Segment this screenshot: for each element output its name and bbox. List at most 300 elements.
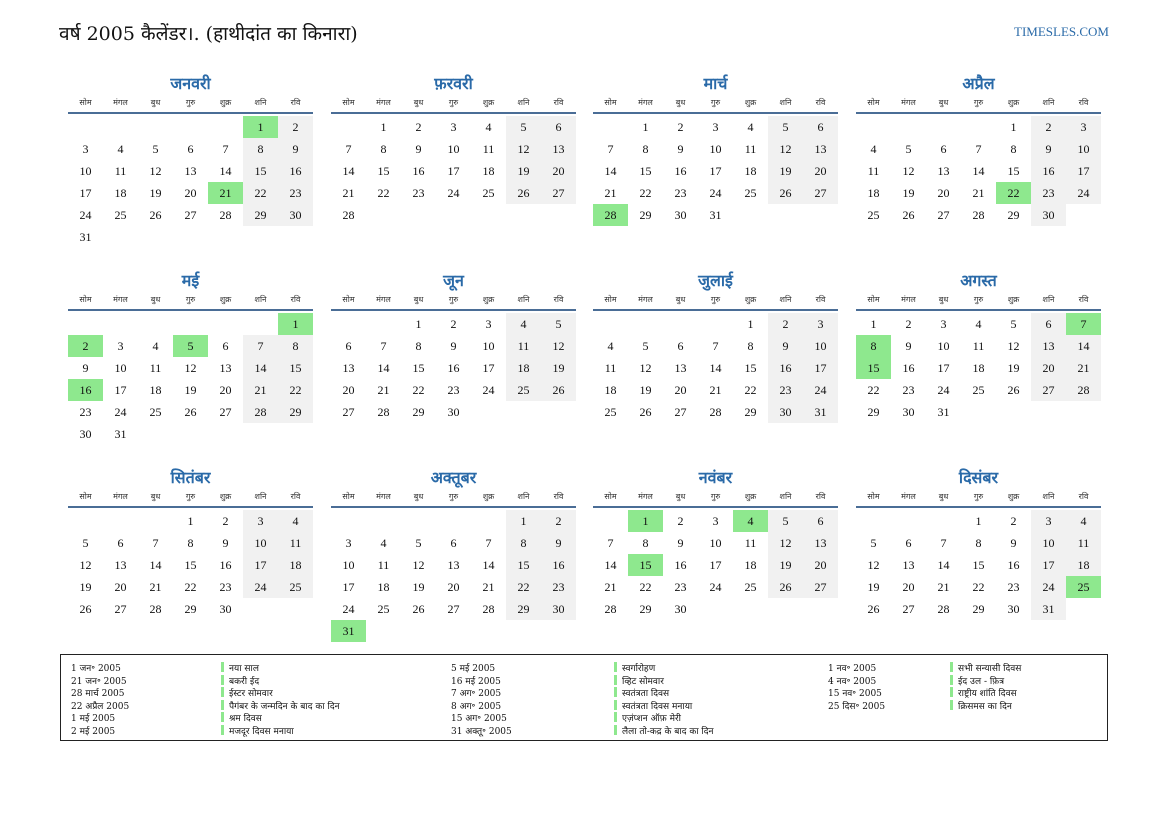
holiday-marker [221,687,224,697]
day-cell: 19 [902,186,915,200]
holiday-name: स्वतंत्रता दिवस मनाया [622,701,693,712]
day-cell: 31 [709,208,722,222]
day-cell: 5 [1010,317,1017,331]
day-cell: 5 [768,510,803,532]
day-cell: 6 [1031,313,1066,335]
day-cell: 27 [937,208,950,222]
weekday-label: रवि [1078,295,1089,304]
day-cell: 27 [541,182,576,204]
day-cell: 12 [506,138,541,160]
day-cell: 27 [803,576,838,598]
day-cell: 15 [377,164,390,178]
day-cell: 13 [541,138,576,160]
day-cell: 16 [278,160,313,182]
day-cell: 15 [278,357,313,379]
holiday-name: ईद उल - फ़ित्र [958,676,1005,687]
day-cell: 25 [1066,576,1101,598]
day-cell: 17 [937,361,950,375]
day-cell: 22 [184,580,197,594]
day-cell: 3 [243,510,278,532]
day-cell: 20 [219,383,232,397]
day-cell: 26 [768,182,803,204]
day-cell: 16 [1007,558,1020,572]
page-title: वर्ष 2005 कैलेंडर।. (हाथीदांत का किनारा) [59,23,358,45]
day-cell: 9 [677,536,684,550]
day-cell: 25 [604,405,617,419]
day-cell: 4 [152,339,159,353]
day-cell: 4 [117,142,124,156]
day-cell: 2 [278,116,313,138]
day-cell: 23 [674,186,687,200]
day-cell: 26 [1007,383,1020,397]
day-cell: 23 [674,580,687,594]
holiday-name: सभी सन्यासी दिवस [958,664,1022,674]
day-cell: 1 [870,317,877,331]
day-cell: 22 [996,182,1031,204]
weekday-label: सोम [604,492,617,501]
day-cell: 14 [219,164,232,178]
day-cell: 18 [278,554,313,576]
day-cell: 27 [902,602,915,616]
day-cell: 26 [902,208,915,222]
holiday-marker [221,675,224,685]
day-cell: 9 [222,536,229,550]
day-cell: 27 [674,405,687,419]
weekday-label: सोम [867,295,880,304]
day-cell: 28 [709,405,722,419]
day-cell: 16 [768,357,803,379]
day-cell: 25 [867,208,880,222]
holiday-marker [950,662,953,672]
day-cell: 23 [1031,182,1066,204]
weekday-label: शुक्र [744,295,757,304]
weekday-label: गुरु [710,492,721,501]
day-cell: 21 [709,383,722,397]
day-cell: 13 [219,361,232,375]
month-name: जुलाई [698,271,733,290]
month-block [68,466,313,656]
weekday-label: गुरु [185,295,196,304]
weekday-label: रवि [1078,98,1089,107]
day-cell: 30 [674,602,687,616]
holiday-name: लैला तो-कद्र के बाद का दिन [622,726,714,737]
day-cell: 29 [744,405,757,419]
weekday-label: मंगल [638,492,653,501]
month-block [68,269,313,459]
day-cell: 3 [450,120,457,134]
day-cell: 8 [187,536,194,550]
day-cell: 7 [940,536,947,550]
day-cell: 24 [342,602,355,616]
weekday-header [856,294,1101,308]
weekday-header [68,294,313,308]
day-cell: 1 [628,510,663,532]
weekday-label: गुरु [710,98,721,107]
weekday-label: बुध [938,98,949,107]
day-cell: 9 [1010,536,1017,550]
month-block [593,466,838,656]
weekday-label: सोम [342,98,355,107]
weekday-header [593,294,838,308]
site-link[interactable]: TIMESLES.COM [1014,24,1109,39]
day-cell: 28 [342,208,355,222]
day-cell: 24 [243,576,278,598]
day-cell: 16 [1031,160,1066,182]
day-cell: 12 [541,335,576,357]
month-name: नवंबर [698,468,733,487]
day-cell: 25 [744,186,757,200]
day-cell: 10 [482,339,495,353]
day-cell: 19 [768,554,803,576]
day-cell: 27 [447,602,460,616]
day-cell: 31 [803,401,838,423]
day-cell: 1 [642,120,649,134]
day-cell: 18 [744,558,757,572]
day-cell: 10 [709,536,722,550]
day-cell: 18 [867,186,880,200]
day-cell: 3 [1031,510,1066,532]
day-cell: 26 [149,208,162,222]
day-cell: 4 [975,317,982,331]
day-cell: 7 [485,536,492,550]
day-cell: 10 [937,339,950,353]
day-cell: 4 [380,536,387,550]
day-cell: 8 [278,335,313,357]
day-cell: 2 [1031,116,1066,138]
day-cell: 29 [639,208,652,222]
weekday-label: बुध [413,98,424,107]
day-cell: 3 [117,339,124,353]
header-rule [593,309,838,311]
day-cell: 7 [712,339,719,353]
holiday-name: श्रम दिवस [229,714,262,724]
day-cell: 27 [803,182,838,204]
day-cell: 3 [485,317,492,331]
day-cell: 20 [937,186,950,200]
day-cell: 3 [803,313,838,335]
day-cell: 14 [243,357,278,379]
day-cell: 29 [412,405,425,419]
day-cell: 6 [222,339,229,353]
weekday-label: शुक्र [482,492,495,501]
holiday-date: 28 मार्च 2005 [71,689,125,699]
holiday-date: 15 नव॰ 2005 [828,689,882,699]
weekday-header [331,491,576,505]
day-cell: 9 [677,142,684,156]
day-cell: 18 [377,580,390,594]
day-cell: 1 [975,514,982,528]
day-cell: 11 [604,361,617,375]
day-cell: 6 [803,116,838,138]
day-cell: 24 [709,186,722,200]
day-cell: 25 [744,580,757,594]
header-rule [68,112,313,114]
month-block [593,269,838,459]
day-cell: 2 [450,317,457,331]
day-cell: 17 [1066,160,1101,182]
day-cell: 10 [114,361,127,375]
holiday-marker [950,700,953,710]
day-cell: 7 [607,142,614,156]
day-cell: 5 [870,536,877,550]
day-cell: 13 [342,361,355,375]
day-cell: 29 [243,204,278,226]
day-cell: 18 [506,357,541,379]
day-cell: 23 [1007,580,1020,594]
day-cell: 15 [856,357,891,379]
day-cell: 4 [870,142,877,156]
day-cell: 7 [243,335,278,357]
weekday-label: बुध [675,492,686,501]
day-cell: 8 [1010,142,1017,156]
day-cell: 13 [114,558,127,572]
weekday-header [593,97,838,111]
weekday-header [331,294,576,308]
day-cell: 11 [744,142,757,156]
weekday-label: रवि [815,295,826,304]
day-cell: 12 [412,558,425,572]
day-cell: 9 [278,138,313,160]
day-cell: 30 [79,427,92,441]
day-cell: 19 [639,383,652,397]
weekday-label: शनि [517,492,530,501]
day-cell: 19 [412,580,425,594]
day-cell: 12 [768,532,803,554]
day-cell: 21 [149,580,162,594]
weekday-header [331,97,576,111]
day-cell: 22 [377,186,390,200]
day-cell: 30 [768,401,803,423]
day-cell: 4 [278,510,313,532]
day-cell: 6 [940,142,947,156]
day-cell: 16 [902,361,915,375]
day-cell: 6 [345,339,352,353]
day-cell: 15 [243,160,278,182]
day-cell: 15 [412,361,425,375]
weekday-label: सोम [79,492,92,501]
day-cell: 24 [114,405,127,419]
day-cell: 16 [219,558,232,572]
weekday-label: बुध [150,492,161,501]
holiday-marker [221,712,224,722]
day-cell: 31 [79,230,92,244]
holiday-date: 1 जन॰ 2005 [71,664,121,674]
day-cell: 6 [677,339,684,353]
day-cell: 22 [412,383,425,397]
holiday-date: 22 अप्रैल 2005 [71,701,130,712]
weekday-label: सोम [867,492,880,501]
day-cell: 21 [377,383,390,397]
weekday-label: सोम [79,98,92,107]
day-cell: 24 [79,208,92,222]
day-cell: 25 [149,405,162,419]
holiday-date: 7 अग॰ 2005 [451,689,502,699]
day-cell: 9 [415,142,422,156]
month-name: अक्तूबर [430,468,477,487]
day-cell: 21 [604,186,617,200]
day-cell: 15 [506,554,541,576]
weekday-label: मंगल [638,295,653,304]
weekday-label: शुक्र [219,98,232,107]
weekday-header [593,491,838,505]
day-cell: 13 [937,164,950,178]
day-cell: 28 [604,602,617,616]
day-cell: 24 [803,379,838,401]
day-cell: 19 [184,383,197,397]
day-cell: 19 [506,160,541,182]
day-cell: 6 [541,116,576,138]
holiday-name: क्रिसमस का दिन [958,701,1012,712]
holiday-marker [614,687,617,697]
weekday-label: रवि [553,295,564,304]
day-cell: 9 [768,335,803,357]
weekday-label: मंगल [376,295,391,304]
day-cell: 5 [768,116,803,138]
day-cell: 28 [937,602,950,616]
weekday-label: गुरु [973,295,984,304]
day-cell: 5 [82,536,89,550]
day-cell: 14 [377,361,390,375]
day-cell: 25 [972,383,985,397]
day-cell: 30 [278,204,313,226]
day-cell: 21 [937,580,950,594]
day-cell: 31 [1031,598,1066,620]
day-cell: 10 [79,164,92,178]
holiday-marker [614,662,617,672]
day-cell: 3 [1066,116,1101,138]
holiday-name: स्वर्गारोहण [622,664,656,674]
day-cell: 22 [744,383,757,397]
day-cell: 29 [184,602,197,616]
holiday-marker [614,700,617,710]
day-cell: 25 [377,602,390,616]
holiday-name: एज़ंप्शन ऑफ़ मेरी [622,714,681,724]
day-cell: 18 [114,186,127,200]
weekday-header [856,491,1101,505]
holiday-date: 8 अग॰ 2005 [451,701,502,712]
weekday-label: शुक्र [219,492,232,501]
weekday-label: शुक्र [1007,492,1020,501]
day-cell: 12 [902,164,915,178]
day-cell: 13 [447,558,460,572]
weekday-label: मंगल [376,492,391,501]
weekday-label: बुध [938,492,949,501]
header-rule [68,506,313,508]
day-cell: 20 [342,383,355,397]
weekday-label: रवि [290,492,301,501]
month-block [68,72,313,262]
header-rule [856,506,1101,508]
day-cell: 1 [380,120,387,134]
weekday-label: शुक्र [744,98,757,107]
day-cell: 15 [972,558,985,572]
day-cell: 14 [604,164,617,178]
day-cell: 26 [541,379,576,401]
day-cell: 14 [972,164,985,178]
day-cell: 17 [114,383,127,397]
day-cell: 1 [278,313,313,335]
day-cell: 9 [541,532,576,554]
holiday-name: ईस्टर सोमवार [229,689,273,699]
day-cell: 14 [937,558,950,572]
day-cell: 10 [1031,532,1066,554]
weekday-label: सोम [867,98,880,107]
day-cell: 23 [768,379,803,401]
weekday-label: शनि [254,492,267,501]
day-cell: 17 [79,186,92,200]
day-cell: 27 [1031,379,1066,401]
day-cell: 23 [412,186,425,200]
day-cell: 8 [856,335,891,357]
day-cell: 9 [82,361,89,375]
weekday-label: रवि [1078,492,1089,501]
month-name: जून [443,271,464,290]
weekday-label: मंगल [376,98,391,107]
day-cell: 22 [972,580,985,594]
day-cell: 12 [867,558,880,572]
day-cell: 22 [506,576,541,598]
weekday-label: मंगल [901,98,916,107]
day-cell: 17 [803,357,838,379]
day-cell: 2 [677,120,684,134]
holiday-name: पैगंबर के जन्मदिन के बाद का दिन [229,701,340,712]
day-cell: 29 [506,598,541,620]
holiday-marker [221,700,224,710]
weekday-label: सोम [604,295,617,304]
day-cell: 19 [1007,361,1020,375]
day-cell: 6 [803,510,838,532]
day-cell: 30 [1007,602,1020,616]
day-cell: 30 [541,598,576,620]
holiday-date: 1 मई 2005 [71,714,116,724]
holiday-marker [614,712,617,722]
day-cell: 10 [803,335,838,357]
weekday-label: सोम [79,295,92,304]
day-cell: 11 [1066,532,1101,554]
day-cell: 27 [219,405,232,419]
header-rule [593,112,838,114]
day-cell: 6 [187,142,194,156]
day-cell: 13 [803,532,838,554]
day-cell: 11 [972,339,985,353]
day-cell: 26 [79,602,92,616]
day-cell: 2 [1010,514,1017,528]
holiday-name: मजदूर दिवस मनाया [229,726,294,737]
day-cell: 25 [506,379,541,401]
header-rule [331,309,576,311]
day-cell: 9 [450,339,457,353]
day-cell: 30 [902,405,915,419]
weekday-label: सोम [604,98,617,107]
weekday-header [68,97,313,111]
weekday-label: शनि [779,295,792,304]
day-cell: 20 [114,580,127,594]
day-cell: 19 [149,186,162,200]
day-cell: 7 [345,142,352,156]
holiday-date: 21 जन॰ 2005 [71,676,127,687]
day-cell: 23 [278,182,313,204]
day-cell: 14 [604,558,617,572]
month-block [593,72,838,262]
day-cell: 15 [1007,164,1020,178]
day-cell: 22 [639,186,652,200]
weekday-label: शुक्र [744,492,757,501]
weekday-label: रवि [815,492,826,501]
day-cell: 6 [905,536,912,550]
day-cell: 4 [607,339,614,353]
day-cell: 24 [1031,576,1066,598]
weekday-label: शनि [1042,295,1055,304]
